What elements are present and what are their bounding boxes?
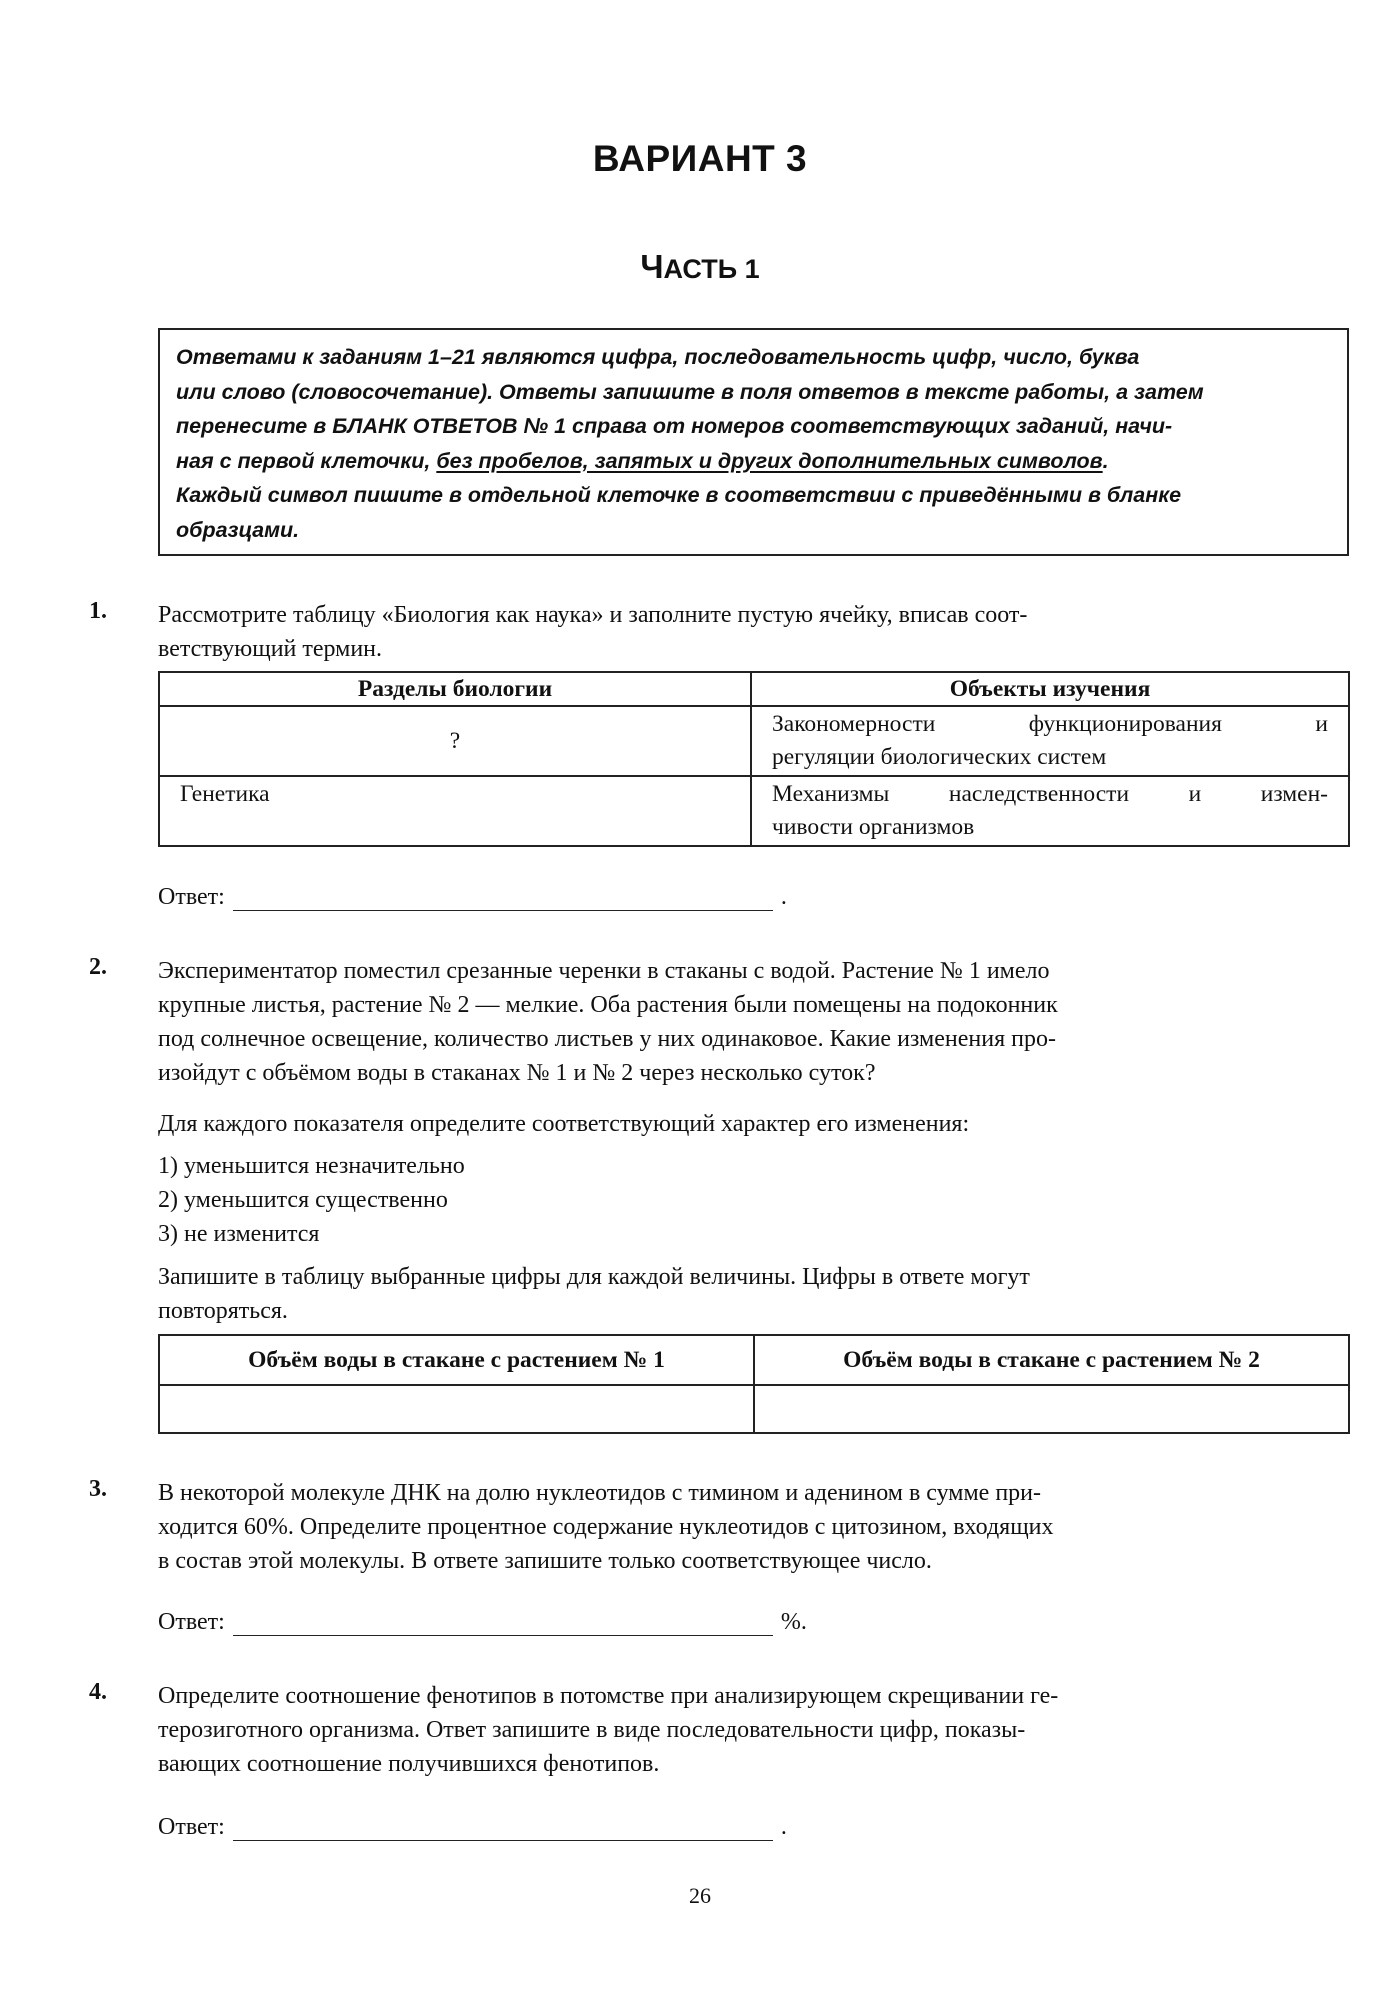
answer-field[interactable]	[233, 888, 773, 911]
answer-suffix: %.	[780, 1609, 807, 1635]
answer-field[interactable]	[233, 1613, 773, 1636]
answer-label: Ответ:	[158, 884, 225, 910]
answer-row	[158, 1609, 807, 1636]
part-title-initial: Ч	[640, 248, 664, 285]
task-number: 1.	[89, 598, 107, 624]
task-line: в состав этой молекулы. В ответе запишите только соответствующее число.	[158, 1548, 932, 1574]
option-item: 2) уменьшится существенно	[158, 1187, 448, 1213]
task-line: Экспериментатор поместил срезанные черенки в стаканы с водой. Растение № 1 имело	[158, 958, 1050, 984]
cell-line: Закономерности функционирования и	[772, 711, 1328, 737]
table-header: Разделы биологии	[159, 672, 751, 706]
page-number: 26	[689, 1883, 711, 1908]
task-line: Определите соотношение фенотипов в потомстве при анализирующем скрещивании ге-	[158, 1683, 1059, 1709]
part-title-rest: АСТЬ 1	[663, 254, 760, 284]
answer-suffix: .	[780, 1814, 787, 1840]
task-line: Запишите в таблицу выбранные цифры для каждой величины. Цифры в ответе могут	[158, 1264, 1030, 1290]
instructions-period: .	[1102, 448, 1109, 473]
task-line: крупные листья, растение № 2 — мелкие. Оба растения были помещены на подоконник	[158, 992, 1058, 1018]
table-cell	[751, 706, 1349, 776]
cell-line: чивости организмов	[772, 814, 975, 840]
task-line: ветствующий термин.	[158, 636, 383, 662]
instructions-line	[176, 444, 1331, 479]
table-header: Объекты изучения	[751, 672, 1349, 706]
task-line: ходится 60%. Определите процентное содержание нуклеотидов с цитозином, входящих	[158, 1514, 1054, 1540]
task-line: терозиготного организма. Ответ запишите в виде последовательности цифр, показы-	[158, 1717, 1026, 1743]
task-text	[158, 954, 1350, 1090]
cell-line: Механизмы наследственности и измен-	[772, 781, 1328, 807]
task-number: 3.	[89, 1476, 107, 1502]
instructions-line: образцами.	[176, 517, 300, 542]
task-prompt: Для каждого показателя определите соответствующий характер его изменения:	[158, 1111, 970, 1137]
instructions-line: перенесите в БЛАНК ОТВЕТОВ № 1 справа от номеров соответствующих заданий, начи-	[176, 414, 1173, 438]
task-line: повторяться.	[158, 1298, 288, 1324]
table-header: Объём воды в стакане с растением № 2	[754, 1335, 1349, 1385]
instructions-line: или слово (словосочетание). Ответы запишите в поля ответов в тексте работы, а затем	[176, 379, 1204, 404]
instructions-line: Каждый символ пишите в отдельной клеточке в соответствии с приведёнными в бланке	[176, 483, 1182, 507]
instructions-box	[158, 328, 1349, 556]
table-cell	[751, 776, 1349, 846]
variant-title: ВАРИАНТ 3	[592, 138, 808, 179]
task-text	[158, 1679, 1350, 1781]
task-text	[158, 1476, 1350, 1578]
instructions-text: ная с первой клеточки,	[176, 448, 431, 473]
answer-row	[158, 1814, 787, 1841]
answer-table	[158, 1334, 1350, 1434]
task-number: 2.	[89, 954, 107, 980]
answer-label: Ответ:	[158, 1609, 225, 1635]
task-line: В некоторой молекуле ДНК на долю нуклеотидов с тимином и аденином в сумме при-	[158, 1480, 1042, 1506]
part-title	[0, 248, 1400, 286]
table-cell: ?	[159, 706, 751, 776]
answer-label: Ответ:	[158, 1814, 225, 1840]
task-line: вающих соотношение получившихся фенотипов.	[158, 1751, 660, 1777]
task-number: 4.	[89, 1679, 107, 1705]
task-line: под солнечное освещение, количество листьев у них одинаковое. Какие изменения про-	[158, 1026, 1056, 1052]
biology-table	[158, 671, 1350, 847]
answer-cell[interactable]	[159, 1385, 754, 1433]
options-list	[158, 1149, 465, 1251]
option-item: 3) не изменится	[158, 1221, 320, 1247]
answer-suffix: .	[780, 884, 787, 910]
cell-line: регуляции биологических систем	[772, 744, 1107, 770]
answer-row	[158, 884, 787, 911]
task-text	[158, 598, 1350, 666]
answer-field[interactable]	[233, 1818, 773, 1841]
instructions-underlined: без пробелов, запятых и других дополнительных символов	[436, 448, 1103, 473]
table-cell: Генетика	[159, 776, 751, 846]
instructions-line: Ответами к заданиям 1–21 являются цифра, последовательность цифр, число, буква	[176, 345, 1140, 369]
answer-cell[interactable]	[754, 1385, 1349, 1433]
option-item: 1) уменьшится незначительно	[158, 1153, 465, 1179]
task-line: изойдут с объёмом воды в стаканах № 1 и № 2 через несколько суток?	[158, 1060, 876, 1086]
task-instruction	[158, 1260, 1350, 1328]
task-line: Рассмотрите таблицу «Биология как наука» и заполните пустую ячейку, вписав соот-	[158, 602, 1028, 628]
table-header: Объём воды в стакане с растением № 1	[159, 1335, 754, 1385]
